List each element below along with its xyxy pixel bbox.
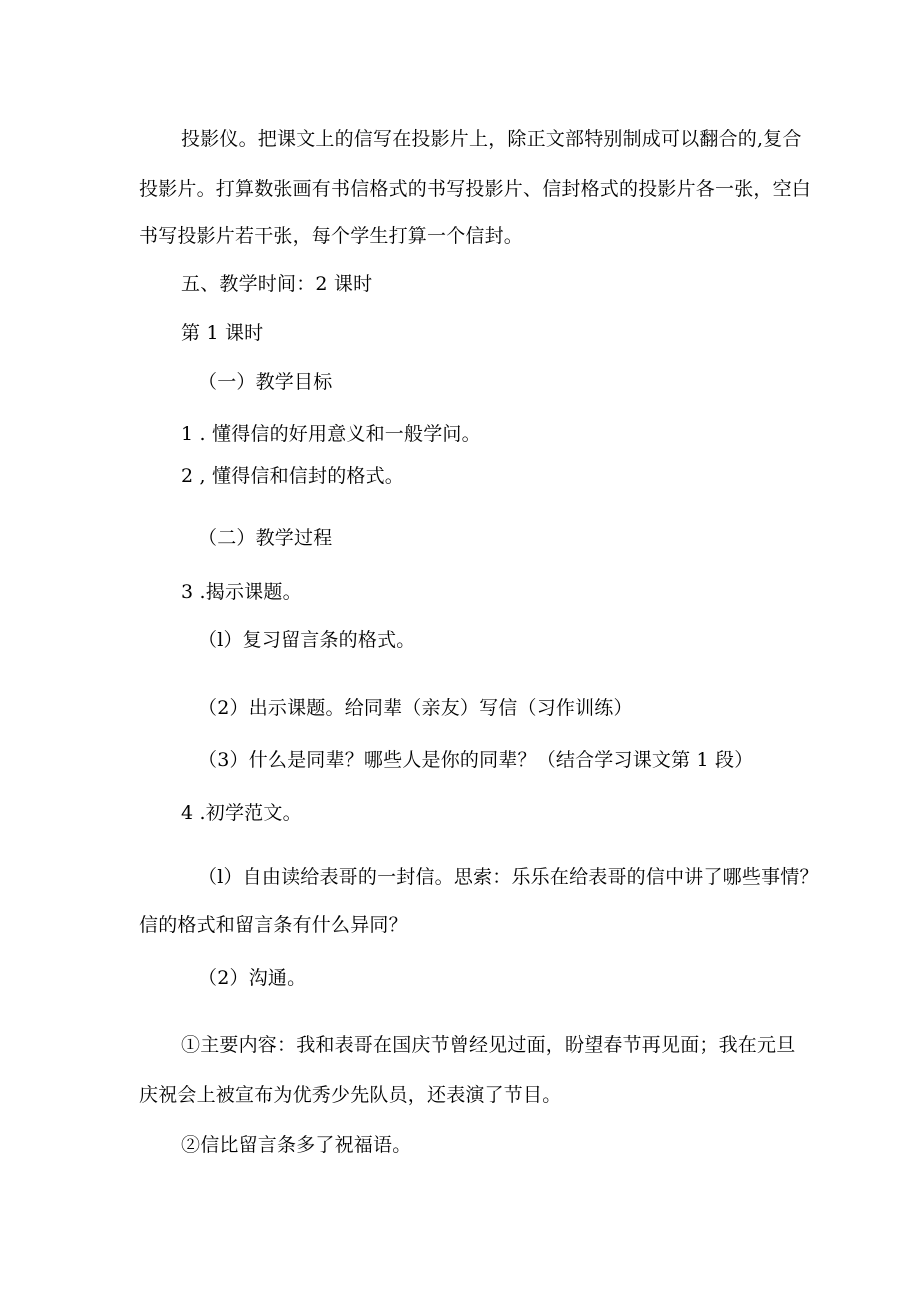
list-item: 4 .初学范文。 (181, 802, 302, 824)
list-item: （3）什么是同辈？哪些人是你的同辈？（结合学习课文第 1 段） (198, 749, 754, 771)
section-heading: 五、教学时间：2 课时 (181, 273, 373, 295)
list-item: 3 .揭示课题。 (181, 581, 302, 603)
list-item: 1 . 懂得信的好用意义和一般学问。 (181, 423, 481, 445)
paragraph-line: 庆祝会上被宣布为优秀少先队员，还表演了节目。 (139, 1084, 562, 1106)
paragraph-line: ①主要内容：我和表哥在国庆节曾经见过面，盼望春节再见面；我在元旦 (181, 1034, 796, 1056)
list-item: （2）出示课题。给同辈（亲友）写信（习作训练） (198, 697, 633, 719)
paragraph-line: 信的格式和留言条有什么异同？ (139, 914, 408, 936)
paragraph-line: ②信比留言条多了祝福语。 (181, 1134, 412, 1156)
list-item: （l）自由读给表哥的一封信。思索：乐乐在给表哥的信中讲了哪些事情？ (198, 866, 819, 888)
paragraph-line: 投影片。打算数张画有书信格式的书写投影片、信封格式的投影片各一张，空白 (139, 178, 812, 200)
list-item: （2）沟通。 (198, 967, 307, 989)
subsection-heading: （二）教学过程 (198, 527, 333, 549)
paragraph-line: 投影仪。把课文上的信写在投影片上，除正文部特别制成可以翻合的,复合 (181, 128, 802, 150)
paragraph-line: 书写投影片若干张，每个学生打算一个信封。 (139, 225, 524, 247)
list-item: （l）复习留言条的格式。 (198, 629, 416, 651)
subsection-heading: （一）教学目标 (198, 371, 333, 393)
lesson-heading: 第 1 课时 (181, 322, 264, 344)
list-item: 2 , 懂得信和信封的格式。 (181, 465, 405, 487)
